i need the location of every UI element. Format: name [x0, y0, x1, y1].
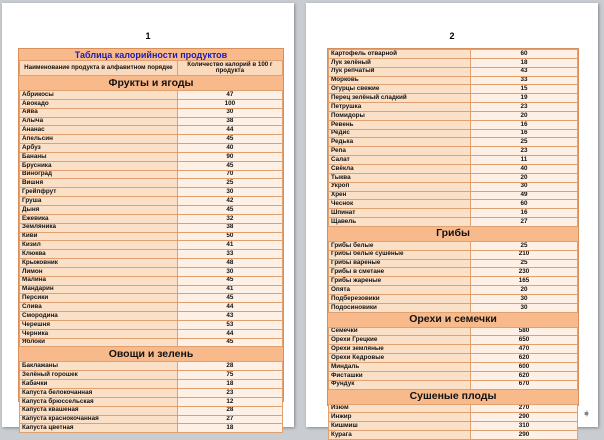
table-row: [20, 406, 283, 415]
calorie-value: 30: [177, 188, 282, 197]
calorie-value: 53: [177, 320, 282, 329]
calorie-value: 18: [177, 380, 282, 389]
table-row: [329, 103, 578, 112]
product-name: Черника: [20, 329, 178, 338]
product-name: Виноград: [20, 170, 178, 179]
calorie-value: 41: [177, 285, 282, 294]
calorie-value: 15: [470, 85, 577, 94]
calorie-value: 670: [470, 380, 577, 389]
table-row: [329, 67, 578, 76]
calorie-value: 100: [177, 99, 282, 108]
product-name: Грибы в сметане: [329, 268, 471, 277]
calorie-value: 43: [177, 312, 282, 321]
table-row: [20, 241, 283, 250]
table-row: [20, 117, 283, 126]
table-row: [20, 329, 283, 338]
section-heading-row: [329, 226, 578, 241]
calorie-value: 580: [470, 327, 577, 336]
calorie-value: 60: [470, 200, 577, 209]
table-row: [329, 50, 578, 59]
calorie-value: 44: [177, 303, 282, 312]
table-row: [20, 99, 283, 108]
calorie-value: 20: [470, 173, 577, 182]
table-row: [20, 214, 283, 223]
table-row: [329, 120, 578, 129]
table-row: [20, 179, 283, 188]
calorie-value: 30: [470, 294, 577, 303]
calorie-value: 48: [177, 259, 282, 268]
table-row: [329, 422, 578, 431]
table-row: [329, 336, 578, 345]
table-row: [20, 415, 283, 424]
product-name: Лимон: [20, 267, 178, 276]
calorie-value: 40: [177, 144, 282, 153]
table-row: [329, 94, 578, 103]
table-row: [20, 397, 283, 406]
calorie-value: 70: [177, 170, 282, 179]
table-row: [329, 431, 578, 440]
table-row: [20, 126, 283, 135]
calorie-value: 16: [470, 129, 577, 138]
table-row: [329, 286, 578, 295]
calorie-value: 45: [177, 205, 282, 214]
calorie-value: 45: [177, 161, 282, 170]
product-name: Подберезовики: [329, 294, 471, 303]
table-row: [329, 303, 578, 312]
table-row: [329, 404, 578, 413]
calorie-value: 25: [470, 138, 577, 147]
calorie-value: 290: [470, 431, 577, 440]
calorie-value: 16: [470, 120, 577, 129]
calorie-value: 20: [470, 111, 577, 120]
table-row: [329, 241, 578, 250]
table-row: [329, 218, 578, 227]
table-header-row: [20, 61, 283, 76]
calorie-value: 30: [177, 108, 282, 117]
table-row: [20, 161, 283, 170]
table-row: [329, 164, 578, 173]
calorie-table-sheet: [327, 48, 579, 438]
calorie-table-sheet: [18, 48, 284, 432]
table-row: [329, 345, 578, 354]
product-name: Укроп: [329, 182, 471, 191]
table-row: [329, 380, 578, 389]
product-name: Лук зелёный: [329, 58, 471, 67]
arrow-right-icon[interactable]: ➧: [582, 408, 592, 420]
product-name: Дыня: [20, 205, 178, 214]
calorie-value: 60: [470, 50, 577, 59]
calorie-value: 230: [470, 268, 577, 277]
section-heading-row: [20, 347, 283, 362]
table-row: [329, 182, 578, 191]
table-row: [20, 188, 283, 197]
calorie-value: 33: [177, 250, 282, 259]
product-name: Ревень: [329, 120, 471, 129]
product-name: Грибы белые сушёные: [329, 250, 471, 259]
product-name: Семечки: [329, 327, 471, 336]
section-heading-row: [329, 312, 578, 327]
calorie-value: 600: [470, 363, 577, 372]
table-row: [329, 294, 578, 303]
product-name: Репа: [329, 147, 471, 156]
section-heading: Сушеные плоды: [329, 389, 578, 404]
product-name: Хрен: [329, 191, 471, 200]
table-row: [329, 250, 578, 259]
table-row: [329, 327, 578, 336]
table-row: [329, 354, 578, 363]
calorie-value: 620: [470, 354, 577, 363]
table-row: [20, 380, 283, 389]
product-name: Капуста цветная: [20, 424, 178, 433]
calorie-value: 25: [470, 241, 577, 250]
product-name: Слива: [20, 303, 178, 312]
product-name: Грибы жареные: [329, 277, 471, 286]
table-title-row: [20, 49, 283, 61]
table-row: [329, 76, 578, 85]
product-name: Крыжовник: [20, 259, 178, 268]
product-name: Ежевика: [20, 214, 178, 223]
table-row: [329, 363, 578, 372]
product-name: Ананас: [20, 126, 178, 135]
calorie-value: 310: [470, 422, 577, 431]
calorie-value: 25: [470, 259, 577, 268]
product-name: Картофель отварной: [329, 50, 471, 59]
product-name: Огурцы свежие: [329, 85, 471, 94]
product-name: Морковь: [329, 76, 471, 85]
table-row: [20, 250, 283, 259]
table-row: [20, 205, 283, 214]
product-name: Фундук: [329, 380, 471, 389]
table-row: [20, 135, 283, 144]
calorie-value: 19: [470, 94, 577, 103]
table-row: [20, 303, 283, 312]
calorie-value: 28: [177, 362, 282, 371]
calorie-value: 25: [177, 179, 282, 188]
calorie-value: 90: [177, 152, 282, 161]
calorie-value: 470: [470, 345, 577, 354]
calorie-value: 650: [470, 336, 577, 345]
calorie-value: 40: [470, 164, 577, 173]
product-name: Грибы белые: [329, 241, 471, 250]
product-name: Капуста брюссельская: [20, 397, 178, 406]
product-name: Черешня: [20, 320, 178, 329]
table-row: [329, 259, 578, 268]
calorie-value: 45: [177, 135, 282, 144]
product-name: Персики: [20, 294, 178, 303]
table-row: [20, 108, 283, 117]
calorie-value: 75: [177, 371, 282, 380]
table-row: [20, 144, 283, 153]
product-name: Свёкла: [329, 164, 471, 173]
calorie-value: 38: [177, 117, 282, 126]
product-name: Арбуз: [20, 144, 178, 153]
product-name: Мандарин: [20, 285, 178, 294]
calorie-value: 30: [470, 182, 577, 191]
table-row: [329, 111, 578, 120]
calorie-value: 47: [177, 91, 282, 100]
product-name: Чеснок: [329, 200, 471, 209]
product-name: Кизил: [20, 241, 178, 250]
column-header-name: Наименование продукта в алфавитном порядке: [20, 61, 178, 76]
product-name: Редис: [329, 129, 471, 138]
product-name: Миндаль: [329, 363, 471, 372]
product-name: Алыча: [20, 117, 178, 126]
table-row: [20, 312, 283, 321]
table-row: [20, 320, 283, 329]
table-row: [20, 259, 283, 268]
product-name: Киви: [20, 232, 178, 241]
calorie-value: 45: [177, 338, 282, 347]
table-row: [329, 268, 578, 277]
table-row: [329, 173, 578, 182]
calorie-value: 620: [470, 371, 577, 380]
table-row: [20, 232, 283, 241]
table-row: [329, 209, 578, 218]
calorie-value: 43: [470, 67, 577, 76]
calorie-value: 33: [470, 76, 577, 85]
calorie-value: 44: [177, 329, 282, 338]
document-page-2: [306, 3, 598, 438]
table-row: [20, 424, 283, 433]
calorie-value: 290: [470, 413, 577, 422]
table-row: [20, 197, 283, 206]
calorie-value: 27: [470, 218, 577, 227]
product-name: Земляника: [20, 223, 178, 232]
calorie-value: 45: [177, 294, 282, 303]
calorie-value: 41: [177, 241, 282, 250]
table-row: [20, 223, 283, 232]
table-row: [329, 58, 578, 67]
table-row: [20, 152, 283, 161]
table-row: [329, 156, 578, 165]
calorie-value: 23: [470, 103, 577, 112]
calorie-value: 18: [470, 58, 577, 67]
product-name: Баклажаны: [20, 362, 178, 371]
table-row: [329, 138, 578, 147]
calorie-value: 270: [470, 404, 577, 413]
product-name: Лук репчатый: [329, 67, 471, 76]
document-page-1: [2, 3, 294, 432]
product-name: Айва: [20, 108, 178, 117]
product-name: Орехи Кедровые: [329, 354, 471, 363]
product-name: Инжир: [329, 413, 471, 422]
product-name: Салат: [329, 156, 471, 165]
product-name: Фисташки: [329, 371, 471, 380]
section-heading-row: [329, 389, 578, 404]
product-name: Тыква: [329, 173, 471, 182]
product-name: Грейпфрут: [20, 188, 178, 197]
product-name: Капуста квашеная: [20, 406, 178, 415]
product-name: Зелёный горошек: [20, 371, 178, 380]
product-name: Редька: [329, 138, 471, 147]
page-number: 2: [449, 31, 455, 41]
table-row: [20, 91, 283, 100]
table-title: Таблица калорийности продуктов: [20, 49, 283, 61]
table-row: [20, 371, 283, 380]
product-name: Клюква: [20, 250, 178, 259]
section-heading: Овощи и зелень: [20, 347, 283, 362]
product-name: Абрикосы: [20, 91, 178, 100]
product-name: Изюм: [329, 404, 471, 413]
table-row: [329, 413, 578, 422]
product-name: Бананы: [20, 152, 178, 161]
table-row: [329, 200, 578, 209]
calorie-value: 44: [177, 126, 282, 135]
table-row: [20, 294, 283, 303]
product-name: Орехи земляные: [329, 345, 471, 354]
calorie-value: 50: [177, 232, 282, 241]
product-name: Яблоки: [20, 338, 178, 347]
calorie-value: 45: [177, 276, 282, 285]
product-name: Капуста краснокочанная: [20, 415, 178, 424]
calorie-value: 23: [470, 147, 577, 156]
product-name: Грибы вареные: [329, 259, 471, 268]
calorie-table: [19, 49, 283, 433]
calorie-value: 12: [177, 397, 282, 406]
section-heading-row: [20, 76, 283, 91]
calorie-table: [328, 49, 578, 440]
table-row: [329, 85, 578, 94]
table-row: [20, 276, 283, 285]
calorie-value: 16: [470, 209, 577, 218]
product-name: Курага: [329, 431, 471, 440]
product-name: Смородина: [20, 312, 178, 321]
calorie-value: 18: [177, 424, 282, 433]
product-name: Помидоры: [329, 111, 471, 120]
section-heading: Орехи и семечки: [329, 312, 578, 327]
product-name: Шпинат: [329, 209, 471, 218]
calorie-value: 23: [177, 389, 282, 398]
calorie-value: 32: [177, 214, 282, 223]
calorie-value: 11: [470, 156, 577, 165]
product-name: Капуста белокочанная: [20, 389, 178, 398]
product-name: Брусника: [20, 161, 178, 170]
table-row: [329, 191, 578, 200]
calorie-value: 38: [177, 223, 282, 232]
table-row: [20, 170, 283, 179]
product-name: Апельсин: [20, 135, 178, 144]
table-row: [329, 147, 578, 156]
calorie-value: 30: [470, 303, 577, 312]
product-name: Перец зелёный сладкий: [329, 94, 471, 103]
product-name: Кабачки: [20, 380, 178, 389]
calorie-value: 28: [177, 406, 282, 415]
calorie-value: 42: [177, 197, 282, 206]
product-name: Орехи Грецкие: [329, 336, 471, 345]
section-heading: Грибы: [329, 226, 578, 241]
calorie-value: 30: [177, 267, 282, 276]
column-header-value: Количество калорий в 100 г продукта: [177, 61, 282, 76]
table-row: [329, 371, 578, 380]
product-name: Малина: [20, 276, 178, 285]
table-row: [20, 267, 283, 276]
product-name: Щавель: [329, 218, 471, 227]
table-row: [20, 362, 283, 371]
calorie-value: 165: [470, 277, 577, 286]
calorie-value: 27: [177, 415, 282, 424]
table-row: [329, 277, 578, 286]
table-row: [329, 129, 578, 138]
calorie-value: 210: [470, 250, 577, 259]
table-row: [20, 389, 283, 398]
product-name: Вишня: [20, 179, 178, 188]
product-name: Петрушка: [329, 103, 471, 112]
calorie-value: 20: [470, 286, 577, 295]
product-name: Подосиновики: [329, 303, 471, 312]
product-name: Опята: [329, 286, 471, 295]
table-row: [20, 338, 283, 347]
product-name: Груша: [20, 197, 178, 206]
table-row: [20, 285, 283, 294]
product-name: Авокадо: [20, 99, 178, 108]
page-number: 1: [145, 31, 151, 41]
calorie-value: 49: [470, 191, 577, 200]
section-heading: Фрукты и ягоды: [20, 76, 283, 91]
product-name: Кишмиш: [329, 422, 471, 431]
